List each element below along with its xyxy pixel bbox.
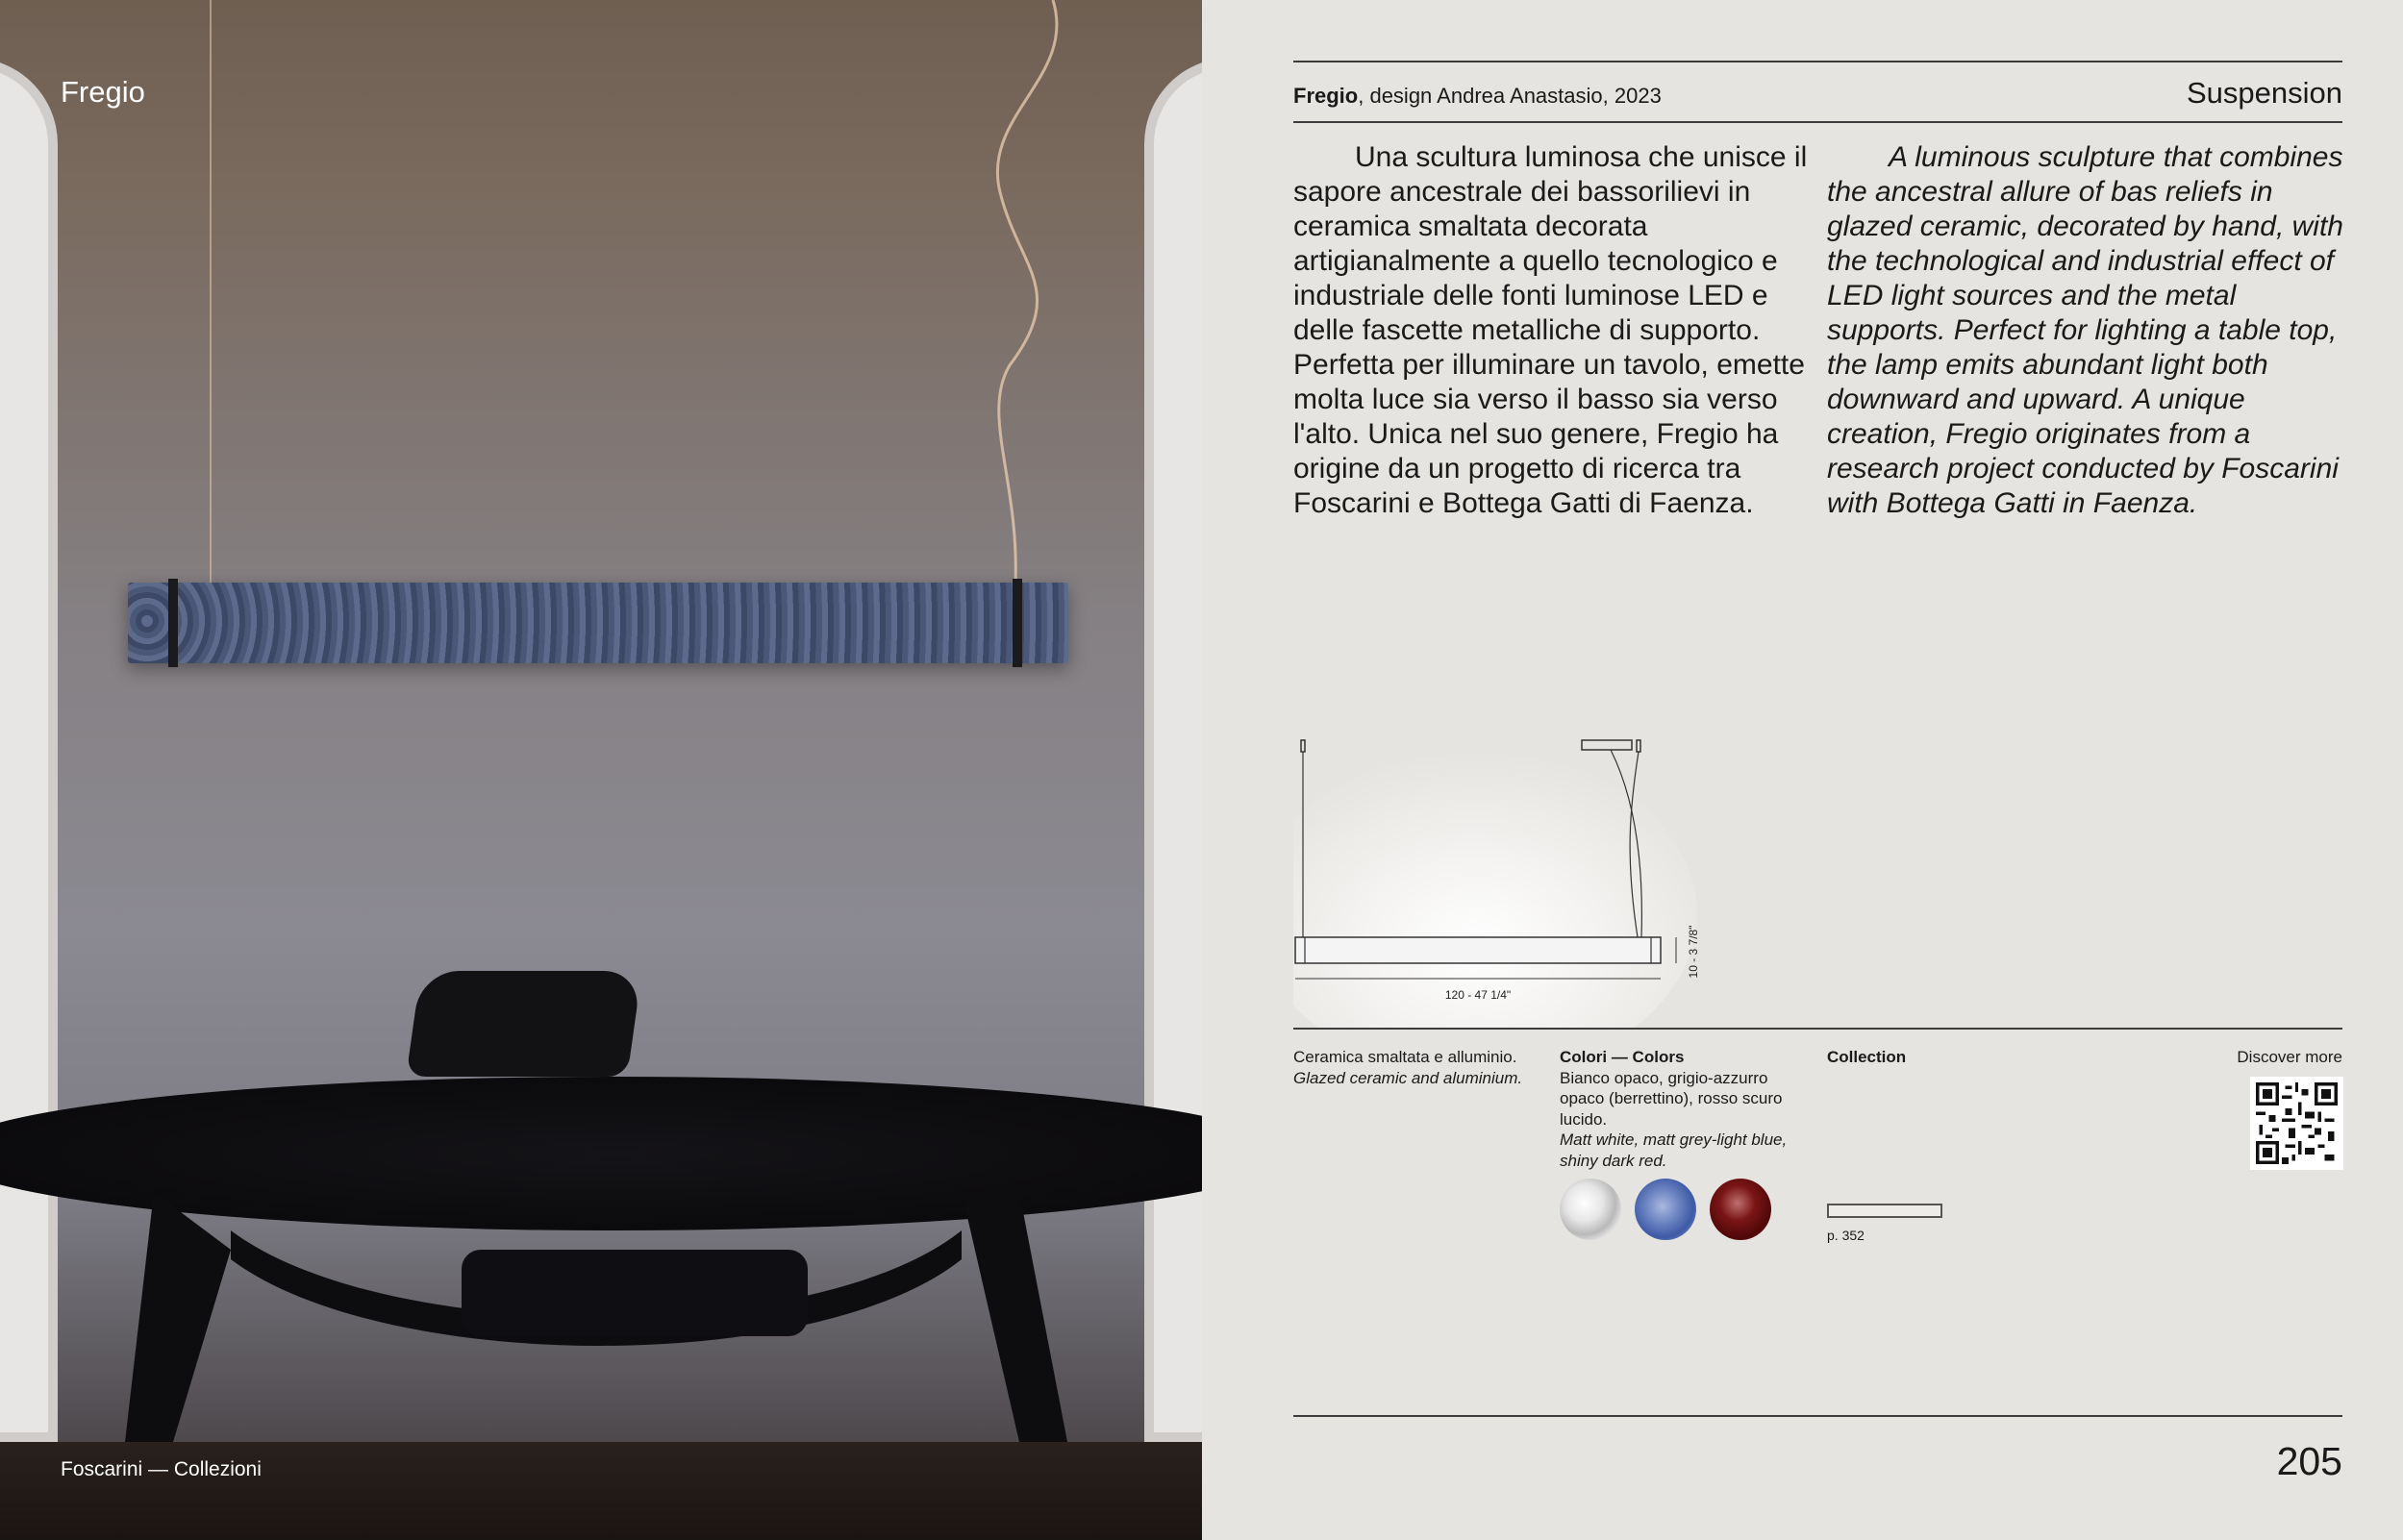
collection-page-ref[interactable]: p. 352 <box>1827 1228 1865 1243</box>
material-spec <box>1293 1047 1543 1088</box>
chair-back <box>406 971 641 1077</box>
discover-more-label: Discover more <box>2237 1048 2342 1066</box>
text-page <box>1202 0 2403 1540</box>
page-number: 205 <box>2276 1439 2342 1483</box>
description-english: A luminous sculpture that combines the ancestral allure of bas reliefs in glazed ceramic, decorated by hand, with the technological and industrial effect of LED light sources and the metal supports. Perfect for lighting a table top, the lamp emits abundant light both downward and upward. A unique creation, Fregio originates from a research project conducted by Foscarini with Bottega Gatti in Faenza. <box>1827 141 2343 519</box>
qr-code-icon[interactable] <box>2250 1077 2343 1170</box>
category-label: Suspension <box>2186 76 2342 110</box>
discover-more <box>2237 1047 2342 1068</box>
floor <box>0 1442 1202 1540</box>
swatch-matt-grey-light-blue <box>1635 1179 1696 1240</box>
lamp-clip <box>1013 579 1022 667</box>
collection-heading: Collection <box>1827 1048 1907 1066</box>
swatch-shiny-dark-red <box>1710 1179 1771 1240</box>
swatch-matt-white <box>1560 1179 1621 1240</box>
header-rule <box>1293 121 2342 123</box>
collection-spec <box>1827 1047 2019 1068</box>
colors-italian: Bianco opaco, grigio-azzurro opaco (berrettino), rosso scuro lucido. <box>1560 1068 1783 1129</box>
designer-credit: , design Andrea Anastasio, 2023 <box>1358 84 1662 108</box>
footer-rule <box>1293 1415 2342 1417</box>
suspension-wire <box>210 0 212 583</box>
material-english: Glazed ceramic and aluminium. <box>1293 1068 1523 1087</box>
description-italian: Una scultura luminosa che unisce il sapore ancestrale dei bassorilievi in ceramica smaltata decorata artigianalmente a quello tecnologico e industriale delle fonti luminose LED e delle fascette metalliche di supporto. Perfetta per illuminare un tavolo, emette molta luce sia verso il basso sia verso l'alto. Unica nel suo genere, Fregio ha origine da un progetto di ricerca tra Foscarini e Bottega Gatti di Faenza. <box>1293 141 1808 519</box>
colors-english: Matt white, matt grey-light blue, shiny dark red. <box>1560 1130 1788 1170</box>
specs-rule <box>1293 1028 2342 1030</box>
colors-spec <box>1560 1047 1810 1171</box>
photo-title: Fregio <box>61 75 145 109</box>
chair-seat <box>462 1250 808 1336</box>
power-cable <box>962 0 1077 586</box>
top-rule <box>1293 61 2342 62</box>
product-name: Fregio <box>1293 84 1359 108</box>
material-italian: Ceramica smaltata e alluminio. <box>1293 1048 1517 1066</box>
fregio-lamp <box>128 583 1068 663</box>
height-dimension-label: 10 - 3 7/8" <box>1687 925 1700 979</box>
colors-heading: Colori — Colors <box>1560 1048 1685 1066</box>
width-dimension-label: 120 - 47 1/4" <box>1444 988 1512 1002</box>
header-credit <box>1293 84 1662 109</box>
lamp-clip <box>168 579 178 667</box>
collection-thumbnail[interactable] <box>1827 1204 1942 1218</box>
technical-drawing <box>1293 731 1716 1029</box>
photo-footer: Foscarini — Collezioni <box>61 1458 262 1480</box>
